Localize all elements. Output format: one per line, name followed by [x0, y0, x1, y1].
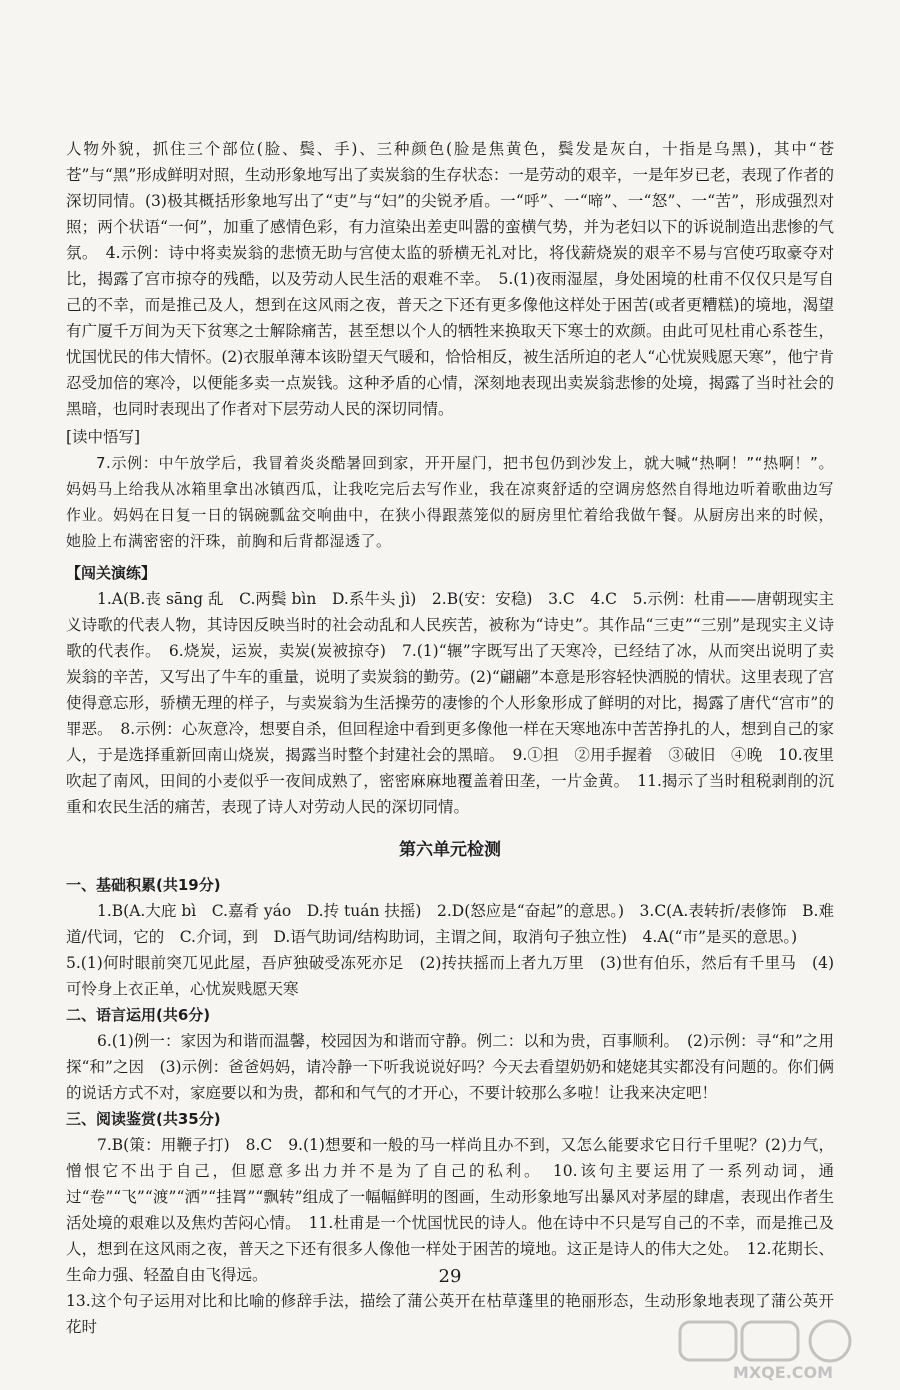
watermark-logo	[678, 1318, 888, 1382]
section-heading-reading: 三、阅读鉴赏(共35分)	[66, 1110, 221, 1128]
answer-block-top	[66, 136, 834, 422]
section-heading-basic: 一、基础积累(共19分)	[66, 876, 221, 894]
reading-tag	[66, 424, 834, 450]
section-language-para: 6.(1)例一：家因为和谐而温馨，校园因为和谐而守静。例二：以和为贵，百事顺利。 (2)示例：寻“和”之用 探“和”之因 (3)示例：爸爸妈妈，请冷静一下听我说说好吗？今天去看望奶奶和姥姥其实都没有问题的。你们俩的说话方式不对，家庭要以和为贵，都和和气气的才开心，不要计较那么多啦！让我来决定吧！	[66, 1032, 850, 1102]
section-reading-para-1: 7.B(策：用鞭子打) 8.C 9.(1)想要和一般的马一样尚且办不到，又怎么能要求它日行千里呢？(2)力气，憎恨它不出于自己，但愿意多出力并不是为了自己的私利。 10.该句主要运用了一系列动词，通过“卷”“飞”“渡”“洒”“挂罥”“飘转”组成了一幅幅鲜明的图画，生动形象地写出暴风对茅屋的肆虐，表现出作者生活处境的艰难以及焦灼苦闷心情。 11.杜甫是一个忧国忧民的诗人。他在诗中不只是写自己的不幸，而是推己及人，想到在这风雨之夜，普天之下还有很多人像他一样处于困苦的境地。这正是诗人的伟大之处。 12.花期长、生命力强、轻盈自由飞得远。	[66, 1136, 834, 1284]
unit-title: 第六单元检测	[399, 840, 501, 860]
section-basic-para-2: 5.(1)何时眼前突兀见此屋，吾庐独破受冻死亦足 (2)抟扶摇而上者九万里 (3)世有伯乐，然后有千里马 (4)可怜身上衣正单，心忧炭贱愿天寒	[66, 954, 834, 998]
page-number: 29	[438, 1266, 462, 1287]
reading-answer: 7.示例：中午放学后，我冒着炎炎酷暑回到家，开开屋门，把书包仍到沙发上，就大喊“热啊！”“热啊！”。妈妈马上给我从冰箱里拿出冰镇西瓜，让我吃完后去写作业，我在凉爽舒适的空调房悠然自得地边听着歌曲边写作业。妈妈在日复一日的锅碗瓢盆交响曲中，在狭小得跟蒸笼似的厨房里忙着给我做午餐。从厨房出来的时候，她脸上布满密密的汗珠，前胸和后背都湿透了。	[66, 454, 834, 550]
section-basic-para-1: 1.B(A.大庇 bì C.嘉肴 yáo D.抟 tuán 扶摇) 2.D(怒应是“奋起”的意思。) 3.C(A.表转折/表修饰 B.难道/代词，它的 C.介词，到 D.语气助词/结构助词，主谓之间，取消句子独立性) 4.A(“市”是买的意思。)	[66, 902, 834, 946]
page-content	[66, 136, 850, 1340]
answer-paragraph: 人物外貌，抓住三个部位(脸、鬓、手)、三种颜色(脸是焦黄色，鬓发是灰白，十指是乌黑)，其中“苍苍”与“黑”形成鲜明对照，生动形象地写出了卖炭翁的生存状态：一是劳动的艰辛，一是年岁已老，表现了作者的深切同情。(3)极其概括形象地写出了“吏”与“妇”的尖锐矛盾。一“呼”、一“啼”、一“怒”、一“苦”，形成强烈对照；两个状语“一何”，加重了感情色彩，有力渲染出差吏叫嚣的蛮横气势，并为老妇以下的诉说制造出悲惨的气氛。 4.示例：诗中将卖炭翁的悲愤无助与宫使太监的骄横无礼对比，将伐薪烧炭的艰辛不易与宫使巧取豪夺对比，揭露了宫市掠夺的残酷，以及劳动人民生活的艰难不幸。 5.(1)夜雨湿屋，身处困境的杜甫不仅仅只是写自己的不幸，而是推己及人，想到在这风雨之夜，普天之下还有更多像他这样处于困苦(或者更糟糕)的境地，渴望有广厦千万间为天下贫寒之士解除痛苦，甚至想以个人的牺牲来换取天下寒士的欢颜。由此可见杜甫心系苍生，忧国忧民的伟大情怀。(2)衣服单薄本该盼望天气暖和，恰恰相反，被生活所迫的老人“心忧炭贱愿天寒”，他宁肯忍受加倍的寒冷，以便能多卖一点炭钱。这种矛盾的心情，深刻地表现出卖炭翁悲惨的处境，揭露了当时社会的黑暗，也同时表现出了作者对下层劳动人民的深切同情。	[66, 140, 834, 418]
svg-text:MXQE.COM: MXQE.COM	[732, 1363, 834, 1382]
section-heading-language: 二、语言运用(共6分)	[66, 1006, 211, 1024]
reading-tag-label: [读中悟写]	[66, 428, 141, 446]
practice-answer: 1.A(B.丧 sāng 乱 C.两鬓 bìn D.系牛头 jì) 2.B(安：安稳) 3.C 4.C 5.示例：杜甫——唐朝现实主义诗歌的代表人物，其诗因反映当时的社会动乱和人民疾苦，被称为“诗史”。其作品“三吏”“三别”是现实主义诗歌的代表作。 6.烧炭，运炭，卖炭(炭被掠夺) 7.(1)“辗”字既写出了天寒冷，已经结了冰，从而突出说明了卖炭翁的辛苦，又写出了牛车的重量，说明了卖炭翁的勤劳。(2)“翩翩”本意是形容轻快洒脱的情状。这里表现了宫使得意忘形，骄横无理的样子，与卖炭翁为生活操劳的凄惨的个人形象形成了鲜明的对比，揭露了唐代“宫市”的罪恶。 8.示例：心灰意冷，想要自杀，但回程途中看到更多像他一样在天寒地冻中苦苦挣扎的人，想到自己的家人，于是选择重新回南山烧炭，揭露当时整个封建社会的黑暗。 9.①担 ②用手握着 ③破旧 ④晚 10.夜里吹起了南风，田间的小麦似乎一夜间成熟了，密密麻麻地覆盖着田垄，一片金黄。 11.揭示了当时租税剥削的沉重和农民生活的痛苦，表现了诗人对劳动人民的深切同情。	[66, 590, 834, 816]
practice-tag-label: 【闯关演练】	[66, 564, 157, 582]
section-reading-para-2: 13.这个句子运用对比和比喻的修辞手法，描绘了蒲公英开在枯草蓬里的艳丽形态，生动形象地表现了蒲公英开花时	[66, 1292, 834, 1336]
practice-tag	[66, 560, 834, 586]
